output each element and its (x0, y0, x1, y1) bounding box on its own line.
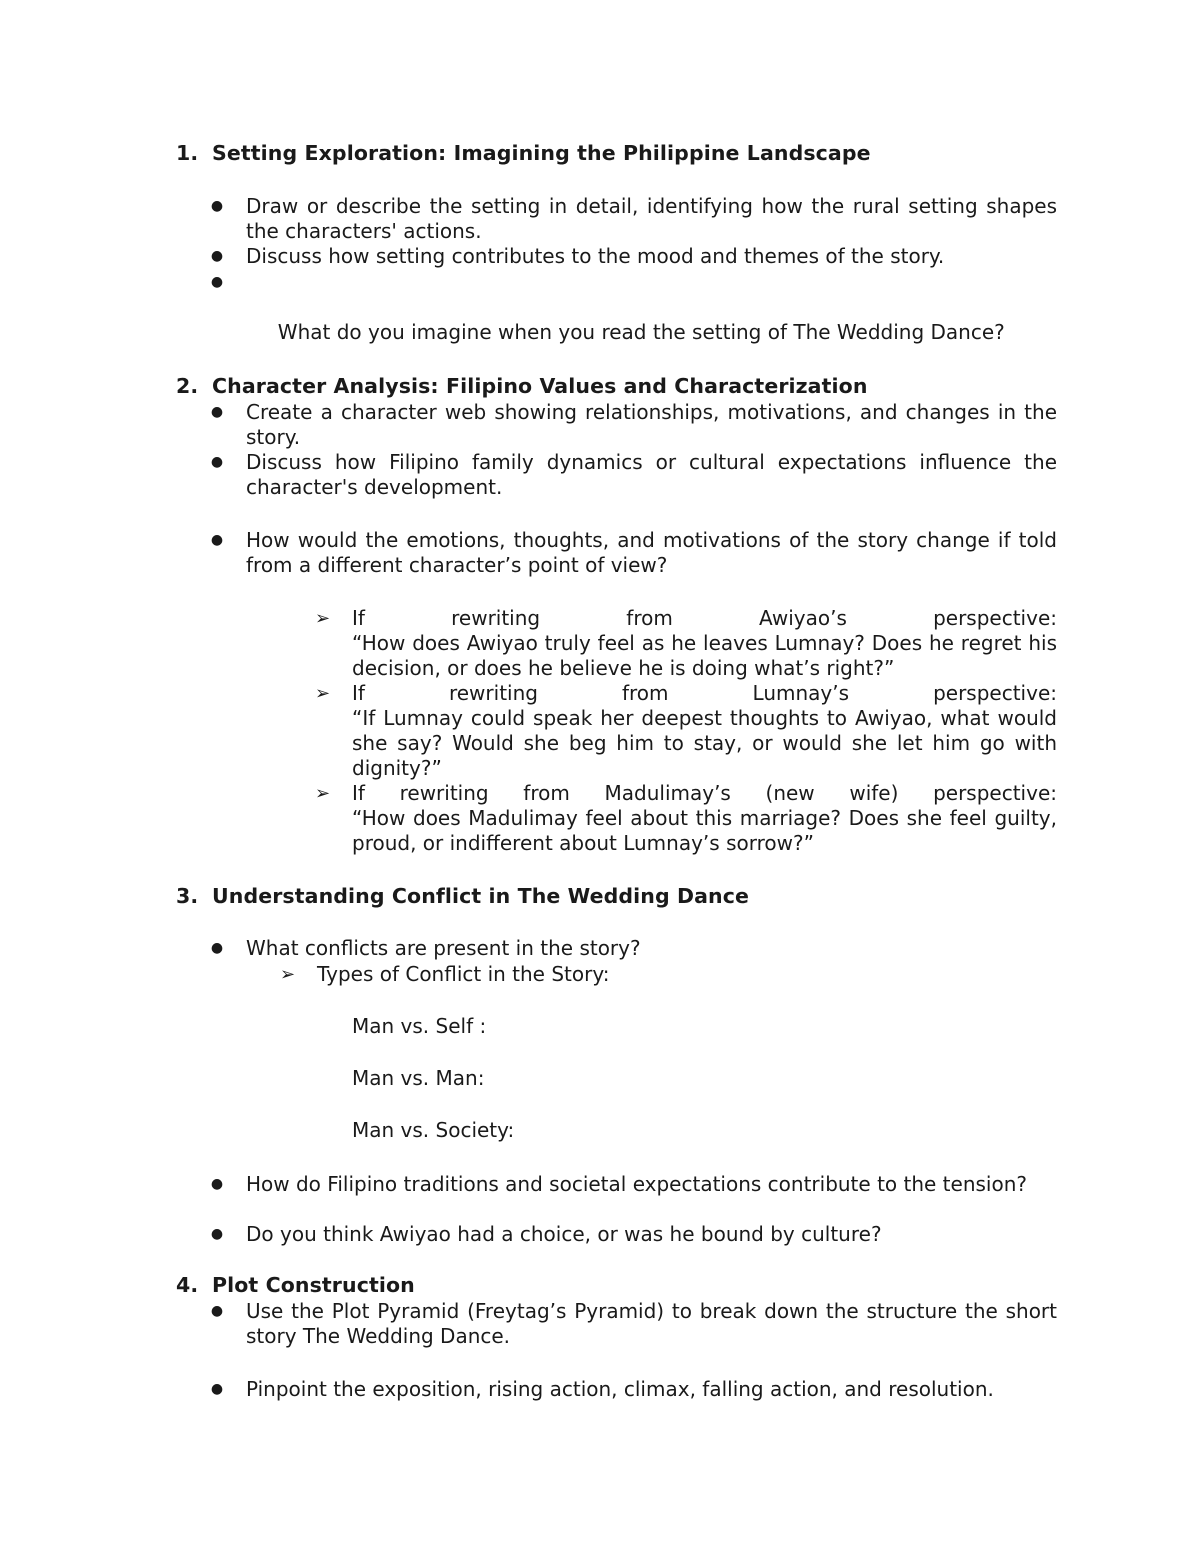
section-title: Understanding Conflict in The Wedding Dance (212, 884, 749, 908)
list-item: ● What conflicts are present in the story? (210, 936, 641, 960)
bullet-icon: ● (210, 1176, 224, 1192)
bullet-icon: ● (210, 274, 224, 290)
perspective-lead: If rewriting from Awiyao’s perspective: (352, 606, 1057, 630)
conflict-type: Man vs. Society: (352, 1118, 515, 1142)
list-item: ● Create a character web showing relationships, motivations, and changes in the story. (210, 400, 1057, 449)
list-item: ● What do you imagine when you read the setting of The Wedding Dance? (246, 270, 1057, 370)
conflict-type: Man vs. Man: (352, 1066, 485, 1090)
section-heading (176, 1273, 1056, 1298)
bullet-icon: ● (210, 940, 224, 956)
section-number: 2. (176, 374, 199, 398)
list-item: ● Discuss how setting contributes to the mood and themes of the story. (210, 244, 945, 268)
conflict-types-label: ➢ Types of Conflict in the Story: (280, 962, 610, 986)
list-item: ● Pinpoint the exposition, rising action, climax, falling action, and resolution. (210, 1377, 994, 1401)
bullet-icon: ● (210, 1381, 224, 1397)
section-number: 4. (176, 1273, 199, 1297)
perspective-question: “How does Awiyao truly feel as he leaves Lumnay? Does he regret his decision, or does he believe he is doing what’s right?” (352, 631, 1057, 680)
perspective-item (315, 681, 1057, 781)
bullet-icon: ● (210, 404, 224, 420)
bullet-icon: ● (210, 454, 224, 470)
section-heading (176, 374, 1056, 399)
perspective-lead: If rewriting from Lumnay’s perspective: (352, 681, 1057, 705)
section-number: 3. (176, 884, 199, 908)
arrow-bullet-icon: ➢ (280, 964, 296, 985)
list-item: ● Draw or describe the setting in detail, identifying how the rural setting shapes the characters' actions. (210, 194, 1057, 243)
perspective-question: “How does Madulimay feel about this marriage? Does she feel guilty, proud, or indifferent about Lumnay’s sorrow?” (352, 806, 1057, 855)
section-title: Character Analysis: Filipino Values and Characterization (212, 374, 868, 398)
arrow-bullet-icon: ➢ (315, 683, 331, 704)
bullet-icon: ● (210, 198, 224, 214)
section-number: 1. (176, 141, 199, 165)
list-item: ● Do you think Awiyao had a choice, or was he bound by culture? (210, 1222, 882, 1246)
perspective-question: “If Lumnay could speak her deepest thoughts to Awiyao, what would she say? Would she beg him to stay, or would she let him go with dignity?” (352, 706, 1057, 780)
section-heading (176, 884, 1056, 909)
section-heading (176, 141, 1056, 166)
section-title: Setting Exploration: Imagining the Philippine Landscape (212, 141, 871, 165)
list-item: ● Use the Plot Pyramid (Freytag’s Pyramid) to break down the structure the short story The Wedding Dance. (210, 1299, 1057, 1348)
list-item: ● How do Filipino traditions and societal expectations contribute to the tension? (210, 1172, 1028, 1196)
bullet-icon: ● (210, 1226, 224, 1242)
conflict-type: Man vs. Self : (352, 1014, 487, 1038)
perspective-lead: If rewriting from Madulimay’s (new wife) perspective: (352, 781, 1057, 805)
bullet-icon: ● (210, 248, 224, 264)
perspective-item (315, 781, 1057, 856)
list-item: ● Discuss how Filipino family dynamics or cultural expectations influence the character's development. (210, 450, 1057, 499)
perspective-item (315, 606, 1057, 681)
list-item: ● How would the emotions, thoughts, and motivations of the story change if told from a different character’s point of view? (210, 528, 1057, 577)
arrow-bullet-icon: ➢ (315, 608, 331, 629)
arrow-bullet-icon: ➢ (315, 783, 331, 804)
bullet-icon: ● (210, 1303, 224, 1319)
section-title: Plot Construction (212, 1273, 415, 1297)
bullet-icon: ● (210, 532, 224, 548)
